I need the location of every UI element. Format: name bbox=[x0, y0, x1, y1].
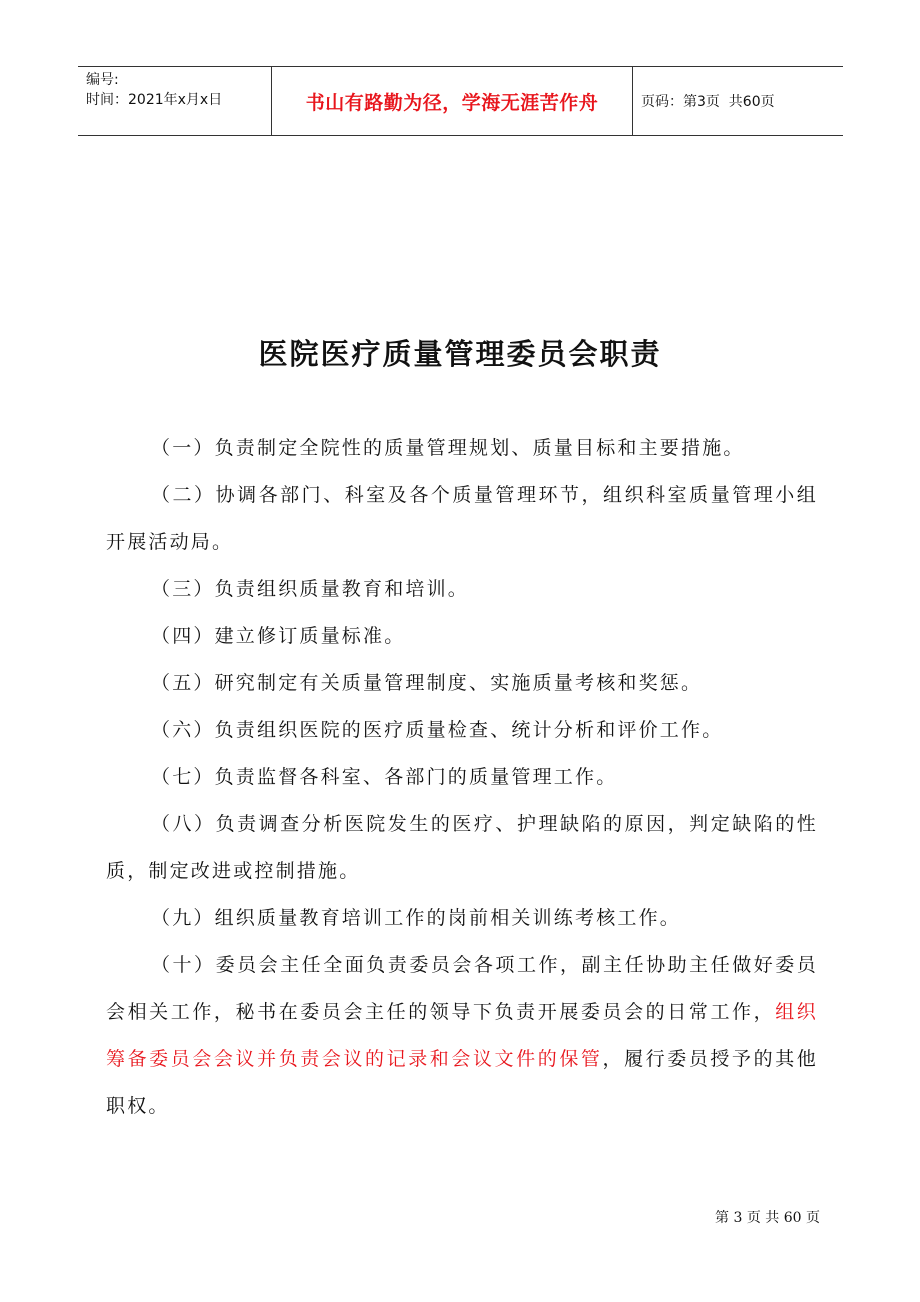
paragraph-7: （七）负责监督各科室、各部门的质量管理工作。 bbox=[151, 766, 618, 788]
paragraph-8: （八）负责调查分析医院发生的医疗、护理缺陷的原因，判定缺陷的性质，制定改进或控制措施。 bbox=[106, 813, 818, 882]
paragraph-1: （一）负责制定全院性的质量管理规划、质量目标和主要措施。 bbox=[151, 437, 745, 459]
paragraph-10-part1: （十）委员会主任全面负责委员会各项工作，副主任协助主任做好委员会相关工作，秘书在委员会主任的领导下负责开展委员会的日常工作， bbox=[106, 954, 818, 1023]
paragraph-2: （二）协调各部门、科室及各个质量管理环节，组织科室质量管理小组开展活动局。 bbox=[106, 484, 818, 553]
header-page-info bbox=[633, 67, 843, 135]
footer-page-number: 第 3 页 共 60 页 bbox=[715, 1210, 820, 1226]
header-motto bbox=[272, 67, 633, 135]
header-meta bbox=[78, 67, 272, 135]
serial-label: 编号: bbox=[86, 72, 119, 88]
motto-text: 书山有路勤为径，学海无涯苦作舟 bbox=[305, 91, 599, 114]
paragraph-6: （六）负责组织医院的医疗质量检查、统计分析和评价工作。 bbox=[151, 719, 724, 741]
paragraph-3: （三）负责组织质量教育和培训。 bbox=[151, 578, 470, 600]
header-page-label: 页码：第3页 共60页 bbox=[641, 94, 775, 110]
paragraph-5: （五）研究制定有关质量管理制度、实施质量考核和奖惩。 bbox=[151, 672, 703, 694]
page-footer bbox=[715, 1207, 820, 1227]
document-body bbox=[106, 425, 818, 1130]
paragraph-9: （九）组织质量教育培训工作的岗前相关训练考核工作。 bbox=[151, 907, 682, 929]
time-label: 时间：2021年x月x日 bbox=[86, 92, 223, 108]
paragraph-10 bbox=[106, 942, 818, 1130]
document-title: 医院医疗质量管理委员会职责 bbox=[258, 337, 662, 371]
paragraph-10-part2: ，履行委员授予的其他职权。 bbox=[106, 1048, 818, 1117]
paragraph-4: （四）建立修订质量标准。 bbox=[151, 625, 406, 647]
paragraph-10-highlight: 组织筹备委员会会议并负责会议的记录和会议文件的保管 bbox=[106, 1001, 819, 1070]
page-header bbox=[78, 66, 843, 136]
